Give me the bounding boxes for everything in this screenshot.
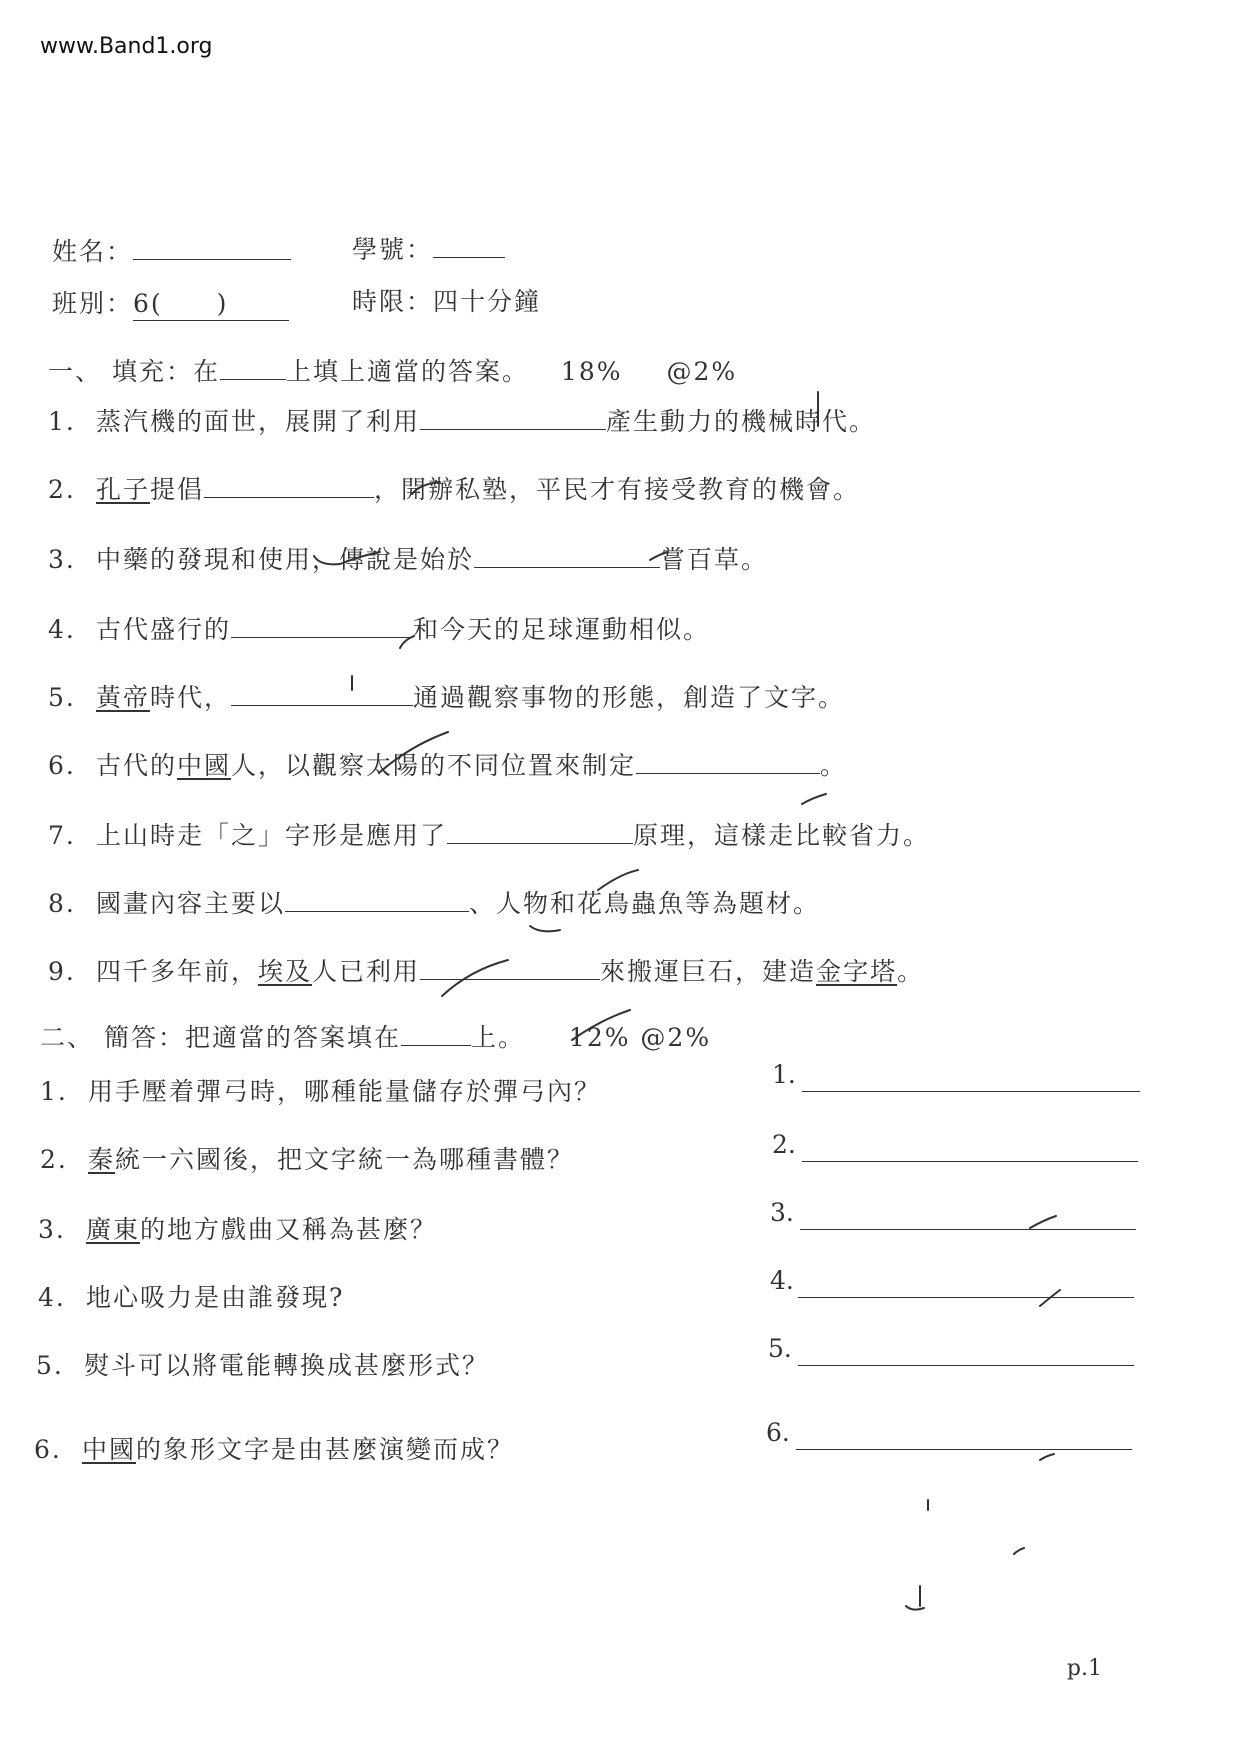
q-text: 來搬運巨石，建造 [600, 957, 817, 986]
q-num: 6. [48, 751, 76, 780]
q-text: 蒸汽機的面世，展開了利用 [96, 407, 421, 436]
q-text: 原理，這樣走比較省力。 [633, 821, 931, 850]
q-num: 1. [48, 407, 76, 436]
pencil-mark [400, 636, 414, 648]
q-num: 4. [38, 1283, 66, 1312]
q-num: 9. [48, 957, 76, 986]
q-text: 人已利用 [312, 957, 421, 986]
q-num: 6. [34, 1435, 62, 1464]
q-text: 通過觀察事物的形態，創造了文字。 [413, 683, 846, 712]
q-num: 8. [48, 889, 76, 918]
pencil-mark [1040, 1454, 1054, 1460]
q-proper-noun: 黃帝 [96, 683, 151, 712]
pencil-mark [530, 926, 560, 931]
q-text: 統一六國後，把文字統一為哪種書體？ [115, 1145, 575, 1174]
q-text: 上山時走「之」字形是應用了 [96, 821, 448, 850]
q-text: 嘗百草。 [660, 545, 769, 574]
class-value[interactable]: 6( ) [133, 284, 289, 321]
section1-each: @2% [666, 357, 738, 386]
section2-heading-b: 上。 [470, 1023, 525, 1052]
q-proper-noun: 埃及 [258, 957, 313, 986]
q-proper-noun: 廣東 [86, 1215, 141, 1244]
q-proper-noun: 金字塔 [816, 957, 898, 986]
q-text: 用手壓着彈弓時，哪種能量儲存於彈弓內？ [88, 1077, 602, 1106]
answer-num-2: 2. [772, 1130, 796, 1159]
q-proper-noun: 秦 [88, 1145, 116, 1174]
name-label: 姓名： [52, 237, 134, 266]
watermark: www.Band1.org [40, 34, 213, 59]
section1-score: 18% [560, 357, 623, 386]
q-text: 和今天的足球運動相似。 [413, 615, 711, 644]
section2-heading-a: 二、 簡答：把適當的答案填在 [40, 1023, 401, 1052]
pencil-mark [1040, 1290, 1060, 1306]
answer-num-3: 3. [770, 1198, 794, 1227]
q-num: 2. [48, 475, 76, 504]
section1-heading-a: 一、 填充：在 [48, 357, 220, 386]
answer-num-1: 1. [772, 1060, 796, 1089]
q-text: 國畫內容主要以 [96, 889, 286, 918]
student-no-label: 學號： [352, 235, 434, 264]
q-text: 。 [820, 751, 848, 780]
q-text: 人，以觀察太陽的不同位置來制定 [231, 751, 637, 780]
q-text: 四千多年前， [96, 957, 259, 986]
page-number: p.1 [1066, 1656, 1102, 1681]
pencil-mark [802, 794, 826, 804]
q-text: 的象形文字是由甚麼演變而成？ [136, 1435, 515, 1464]
q-num: 4. [48, 615, 76, 644]
pencil-mark [412, 482, 440, 494]
q-text: 。 [897, 957, 925, 986]
pencil-mark [380, 732, 448, 772]
pencil-mark [650, 552, 668, 560]
q-text: 熨斗可以將電能轉換成甚麼形式？ [84, 1351, 490, 1380]
section1-heading-b: 上填上適當的答案。 [285, 357, 529, 386]
pencil-mark [1030, 1216, 1056, 1228]
pencil-mark [1014, 1548, 1024, 1554]
pencil-mark [314, 552, 380, 564]
q-num: 3. [48, 545, 76, 574]
pencil-mark [442, 960, 508, 996]
pencil-mark [906, 1606, 924, 1610]
q-text: 提倡 [150, 475, 205, 504]
q-text: 地心吸力是由誰發現? [86, 1283, 345, 1312]
q-text: 中藥的發現和使用，傳說是始於 [96, 545, 475, 574]
q-text: 古代的 [96, 751, 178, 780]
q-num: 5. [48, 683, 76, 712]
q-proper-noun: 孔子 [96, 475, 151, 504]
q-text: 時代， [150, 683, 232, 712]
section2-score: 12% @2% [568, 1023, 712, 1052]
q-text: 、人物和花鳥蟲魚等為題材。 [469, 889, 821, 918]
q-proper-noun: 中國 [82, 1435, 137, 1464]
q-text: 古代盛行的 [96, 615, 232, 644]
q-num: 5. [36, 1351, 64, 1380]
q-text: 產生動力的機械時代。 [606, 407, 877, 436]
pencil-mark [572, 1010, 630, 1040]
time-limit: 時限：四十分鐘 [352, 287, 542, 316]
q-text: ，開辦私塾，平民才有接受教育的機會。 [374, 475, 861, 504]
class-label: 班別： [52, 289, 134, 318]
q-num: 7. [48, 821, 76, 850]
answer-num-4: 4. [770, 1266, 794, 1295]
q-num: 1. [40, 1077, 68, 1106]
pencil-mark [598, 870, 638, 890]
answer-num-6: 6. [766, 1418, 790, 1447]
answer-num-5: 5. [768, 1334, 792, 1363]
q-text: 的地方戲曲又稱為甚麼？ [140, 1215, 438, 1244]
q-num: 3. [38, 1215, 66, 1244]
q-num: 2. [40, 1145, 68, 1174]
q-proper-noun: 中國 [177, 751, 232, 780]
